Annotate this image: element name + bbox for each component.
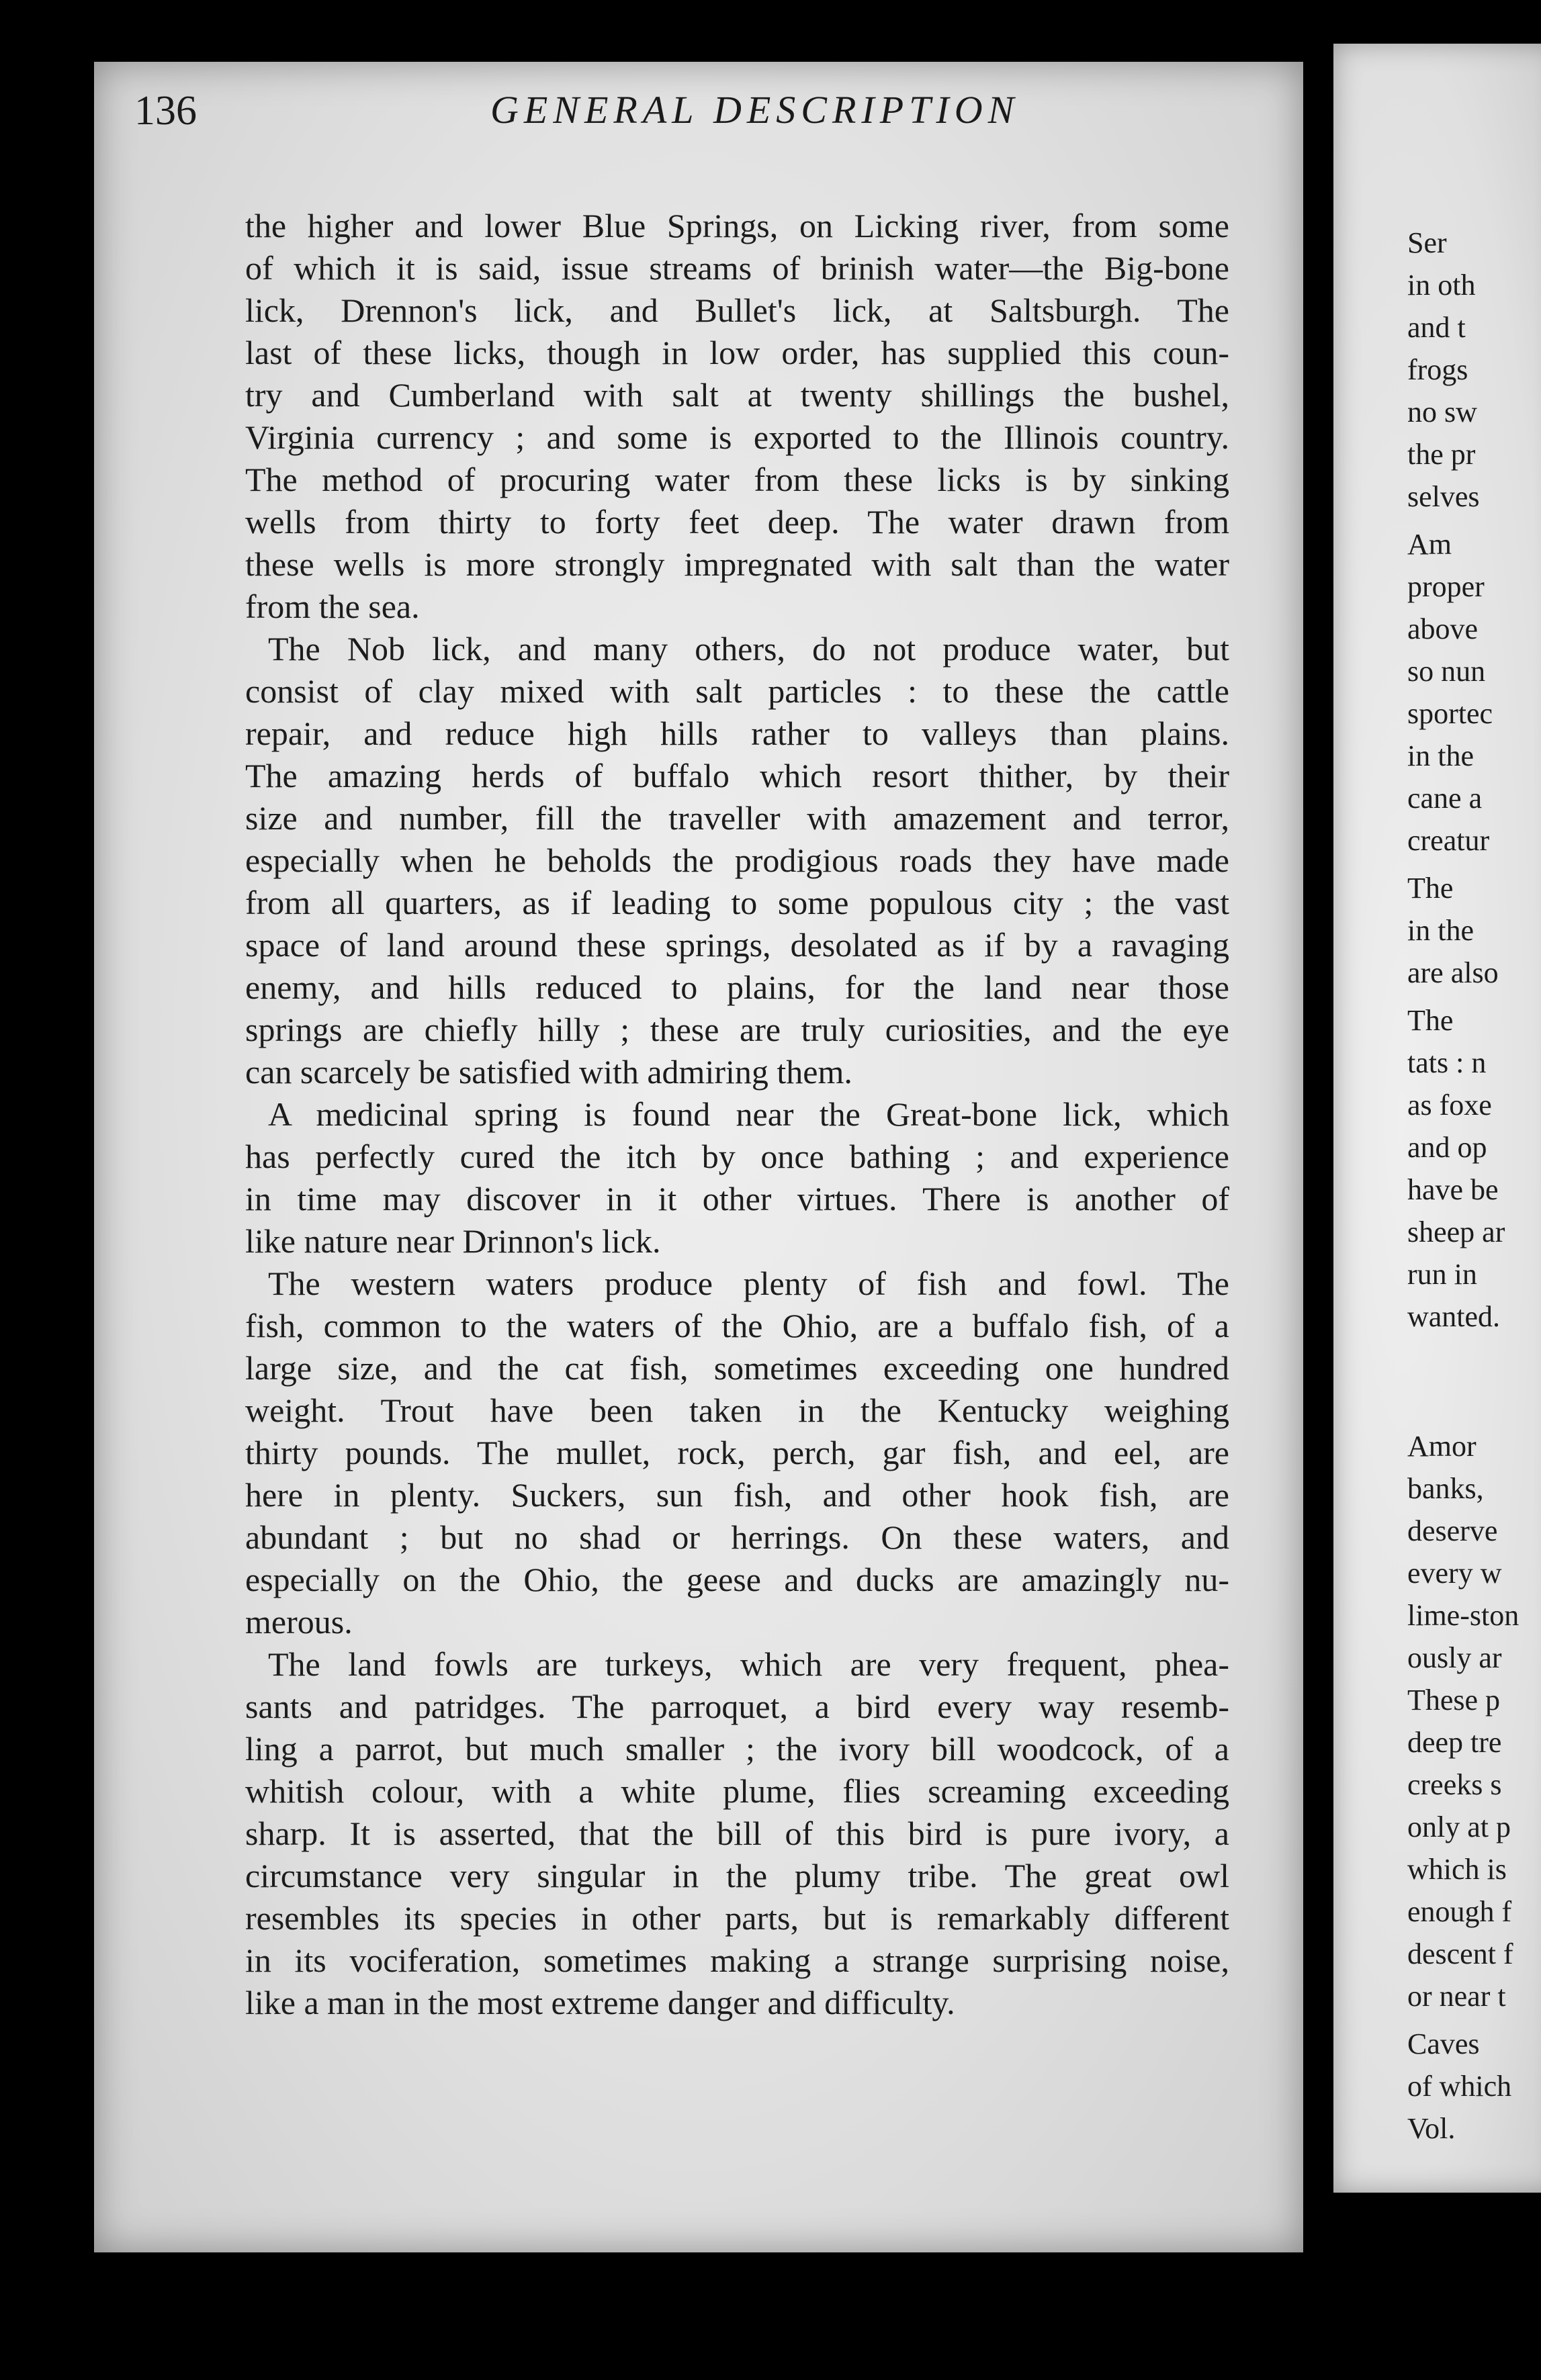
text-line: has perfectly cured the itch by once bathing ; and experience (245, 1138, 1229, 1175)
facing-text-line: which is (1407, 1853, 1507, 1886)
spacer (1407, 518, 1541, 523)
facing-text-line: wanted. (1407, 1300, 1501, 1333)
facing-text-line: no sw (1407, 396, 1477, 428)
text-line: space of land around these springs, desolated as if by a ravaging (245, 926, 1229, 964)
text-line: whitish colour, with a white plume, flies screaming exceeding (245, 1772, 1229, 1810)
text-line: abundant ; but no shad or herrings. On these waters, and (245, 1518, 1229, 1556)
facing-text-line: so nun (1407, 655, 1486, 688)
text-line: fish, common to the waters of the Ohio, are a buffalo fish, of a (245, 1307, 1229, 1344)
spacer (1407, 1338, 1541, 1425)
text-line: consist of clay mixed with salt particles : to these the cattle (245, 672, 1229, 710)
spacer (1407, 2017, 1541, 2023)
text-line: can scarcely be satisfied with admiring them. (245, 1053, 852, 1091)
text-line: of which it is said, issue streams of brinish water—the Big-bone (245, 249, 1229, 287)
facing-text-line: frogs (1407, 353, 1468, 386)
facing-text-line: Am (1407, 528, 1452, 561)
facing-text-line: have be (1407, 1173, 1499, 1206)
facing-text-line: the pr (1407, 438, 1476, 471)
text-line: especially on the Ohio, the geese and ducks are amazingly nu- (245, 1561, 1229, 1598)
text-line: the higher and lower Blue Springs, on Licking river, from some (245, 207, 1229, 244)
running-head: GENERAL DESCRIPTION (490, 88, 1020, 132)
text-line: wells from thirty to forty feet deep. The water drawn from (245, 503, 1229, 541)
facing-text-line: cane a (1407, 782, 1483, 815)
facing-text-line: Caves (1407, 2027, 1480, 2060)
text-line: in time may discover in it other virtues. There is another of (245, 1180, 1229, 1218)
text-line: merous. (245, 1603, 353, 1641)
facing-text-line: are also (1407, 956, 1499, 989)
text-line: The western waters produce plenty of fish and fowl. The (268, 1265, 1229, 1302)
text-line: resembles its species in other parts, but is remarkably different (245, 1899, 1229, 1937)
facing-text-line: banks, (1407, 1472, 1484, 1505)
facing-text-line: sheep ar (1407, 1216, 1505, 1248)
text-line: from the sea. (245, 588, 420, 625)
facing-text-line: These p (1407, 1684, 1501, 1717)
facing-text-line: The (1407, 872, 1454, 905)
facing-text-line: in the (1407, 914, 1474, 947)
text-line: try and Cumberland with salt at twenty shillings the bushel, (245, 376, 1229, 414)
text-line: circumstance very singular in the plumy tribe. The great owl (245, 1857, 1229, 1894)
text-line: these wells is more strongly impregnated with salt than the water (245, 545, 1229, 583)
facing-text-line: proper (1407, 570, 1485, 603)
text-line: enemy, and hills reduced to plains, for the land near those (245, 968, 1229, 1006)
facing-text-line: creeks s (1407, 1768, 1502, 1801)
facing-text-line: and t (1407, 311, 1466, 344)
facing-text-line: selves (1407, 480, 1480, 513)
text-line: sharp. It is asserted, that the bill of this bird is pure ivory, a (245, 1815, 1229, 1852)
spacer (1407, 862, 1541, 867)
facing-text-line: of which (1407, 2070, 1512, 2103)
facing-text-line: only at p (1407, 1811, 1511, 1843)
facing-text-line: in oth (1407, 269, 1476, 302)
text-line: weight. Trout have been taken in the Kentucky weighing (245, 1391, 1229, 1429)
facing-text-line: sportec (1407, 697, 1493, 730)
text-line: Virginia currency ; and some is exported to the Illinois country. (245, 418, 1229, 456)
facing-text-line: tats : n (1407, 1046, 1487, 1079)
text-line: repair, and reduce high hills rather to valleys than plains. (245, 715, 1229, 752)
facing-text-line: creatur (1407, 824, 1490, 857)
facing-text-line: Vol. (1407, 2112, 1456, 2145)
facing-text-line: above (1407, 612, 1479, 645)
facing-text-line: Amor (1407, 1430, 1477, 1463)
spacer (1407, 994, 1541, 999)
facing-page-text-fragment (1407, 222, 1541, 2150)
text-line: The land fowls are turkeys, which are very frequent, phea- (268, 1645, 1229, 1683)
facing-text-line: or near t (1407, 1980, 1506, 2013)
facing-text-line: in the (1407, 739, 1474, 772)
page-header (134, 87, 1209, 148)
facing-text-line: as foxe (1407, 1089, 1492, 1122)
facing-text-line: Ser (1407, 226, 1447, 259)
text-line: springs are chiefly hilly ; these are truly curiosities, and the eye (245, 1011, 1229, 1048)
text-line: here in plenty. Suckers, sun fish, and other hook fish, are (245, 1476, 1229, 1514)
text-line: like nature near Drinnon's lick. (245, 1222, 661, 1260)
text-line: last of these licks, though in low order, has supplied this coun- (245, 334, 1229, 371)
facing-text-line: run in (1407, 1258, 1477, 1291)
text-line: lick, Drennon's lick, and Bullet's lick, at Saltsburgh. The (245, 291, 1229, 329)
text-line: The amazing herds of buffalo which resort thither, by their (245, 757, 1229, 794)
facing-text-line: deep tre (1407, 1726, 1502, 1759)
text-line: large size, and the cat fish, sometimes exceeding one hundred (245, 1349, 1229, 1387)
text-line: ling a parrot, but much smaller ; the ivory bill woodcock, of a (245, 1730, 1229, 1768)
text-line: size and number, fill the traveller with amazement and terror, (245, 799, 1229, 837)
main-text-block (245, 205, 1229, 2024)
facing-text-line: ously ar (1407, 1641, 1502, 1674)
text-line: in its vociferation, sometimes making a strange surprising noise, (245, 1941, 1229, 1979)
text-line: sants and patridges. The parroquet, a bird every way resemb- (245, 1688, 1229, 1725)
page-number: 136 (134, 88, 197, 134)
facing-text-line: every w (1407, 1557, 1502, 1590)
text-line: The method of procuring water from these licks is by sinking (245, 461, 1229, 498)
text-line: like a man in the most extreme danger and difficulty. (245, 1984, 955, 2021)
text-line: A medicinal spring is found near the Great-bone lick, which (268, 1095, 1229, 1133)
text-line: especially when he beholds the prodigious roads they have made (245, 841, 1229, 879)
facing-text-line: lime-ston (1407, 1599, 1520, 1632)
text-line: from all quarters, as if leading to some populous city ; the vast (245, 884, 1229, 921)
text-line: thirty pounds. The mullet, rock, perch, gar fish, and eel, are (245, 1434, 1229, 1471)
text-line: The Nob lick, and many others, do not produce water, but (268, 630, 1229, 668)
facing-text-line: The (1407, 1004, 1454, 1037)
facing-text-line: and op (1407, 1131, 1487, 1164)
facing-text-line: deserve (1407, 1514, 1498, 1547)
facing-text-line: enough f (1407, 1895, 1512, 1928)
facing-text-line: descent f (1407, 1937, 1513, 1970)
